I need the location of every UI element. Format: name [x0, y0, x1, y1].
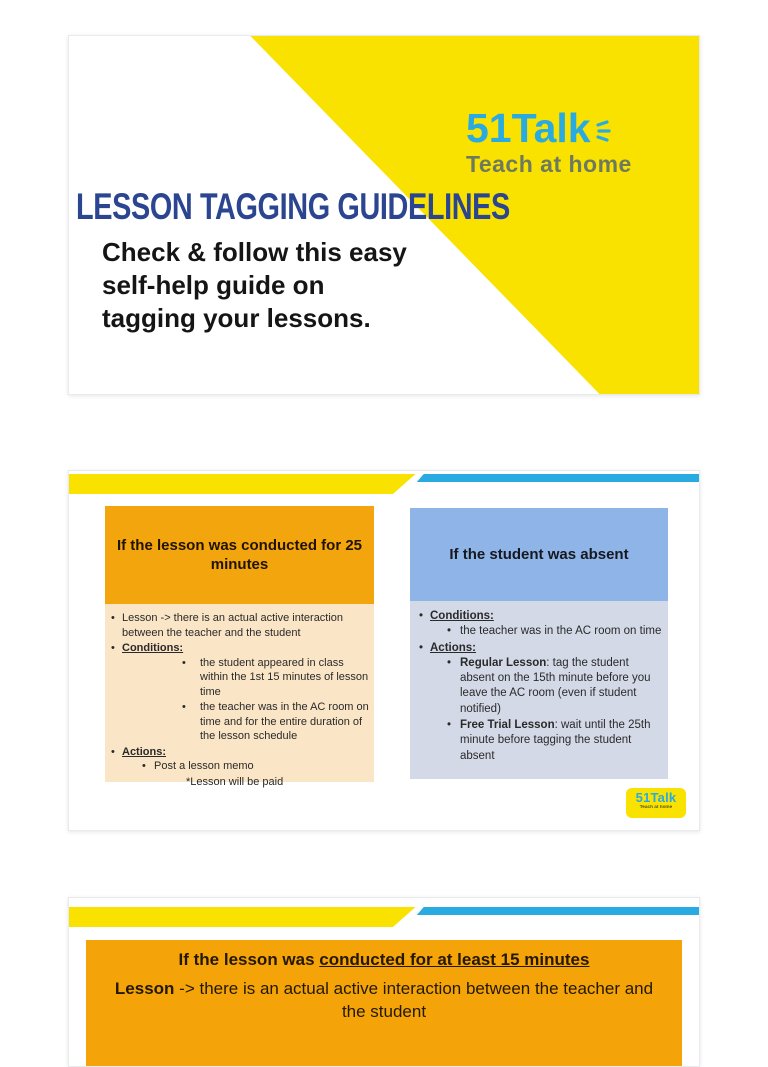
slide-subtitle: Check & follow this easy self-help guide on tagging your lessons.: [102, 237, 407, 334]
badge-brand-tagline: Teach at home: [639, 805, 673, 810]
conditions-label: Conditions:: [430, 610, 494, 622]
lesson-label: Lesson: [114, 979, 175, 998]
brand-tagline: Teach at home: [466, 151, 632, 177]
actions-label: Actions:: [430, 641, 476, 654]
list-item: [430, 718, 663, 764]
brand-badge: [626, 788, 686, 818]
conditions-label: Conditions:: [122, 642, 184, 655]
lesson-type-label: Free Trial Lesson: [460, 718, 555, 731]
lesson-definition: -> there is an actual active interaction between the teacher and the student: [174, 979, 654, 1021]
yellow-band-shape: [69, 907, 416, 927]
slide-title: LESSON TAGGING GUIDELINES: [76, 186, 510, 227]
list-item: [109, 745, 369, 790]
panel-body: [410, 601, 668, 779]
speech-burst-icon: [595, 118, 611, 144]
yellow-band-shape: [69, 474, 416, 494]
top-accent-band: [69, 474, 699, 496]
panel-conducted-15-minutes: [86, 940, 682, 1067]
lesson-type-text: : tag the student absent on the 15th minute before you leave the AC room (even if student notified): [460, 656, 651, 715]
list-item: [416, 641, 663, 764]
list-item: • the teacher was in the AC room on time and for the entire duration of the lesson schedule: [122, 700, 369, 744]
top-accent-band: [69, 907, 699, 929]
panel-header: If the student was absent: [410, 508, 668, 601]
brand-logo: [466, 105, 632, 177]
paid-note: *Lesson will be paid: [186, 775, 284, 788]
actions-label: Actions:: [122, 745, 166, 758]
panel-text: [106, 978, 662, 1024]
panel-body: [105, 604, 374, 788]
slide-2-guidelines-card: [68, 470, 700, 831]
badge-brand-name: 51Talk: [635, 790, 677, 805]
blue-band-shape: [417, 474, 699, 482]
blue-band-shape: [417, 907, 699, 915]
list-item: • the student appeared in class within the 1st 15 minutes of lesson time: [122, 656, 369, 700]
slide-1-title-card: [68, 35, 700, 395]
list-item: [416, 609, 663, 640]
heading-text: If the lesson was: [178, 950, 320, 969]
panel-conducted-25-minutes: [105, 506, 374, 788]
panel-heading: [106, 950, 662, 970]
brand-name: 51Talk: [466, 105, 591, 151]
list-item: • the teacher was in the AC room on time: [430, 624, 663, 639]
list-item: • Lesson -> there is an actual active interaction between the teacher and the student: [109, 611, 369, 640]
lesson-type-label: Regular Lesson: [460, 656, 547, 669]
list-item: • Post a lesson memo: [122, 759, 369, 774]
heading-underlined-text: conducted for at least 15 minutes: [319, 950, 590, 969]
panel-student-absent: [410, 508, 668, 779]
list-item: [109, 641, 369, 744]
lesson-type-text: : wait until the 25th minute before tagging the student absent: [460, 718, 651, 762]
panel-header: If the lesson was conducted for 25 minutes: [105, 506, 374, 604]
list-item: [430, 656, 663, 717]
slide-3-guidelines-card: [68, 897, 700, 1067]
